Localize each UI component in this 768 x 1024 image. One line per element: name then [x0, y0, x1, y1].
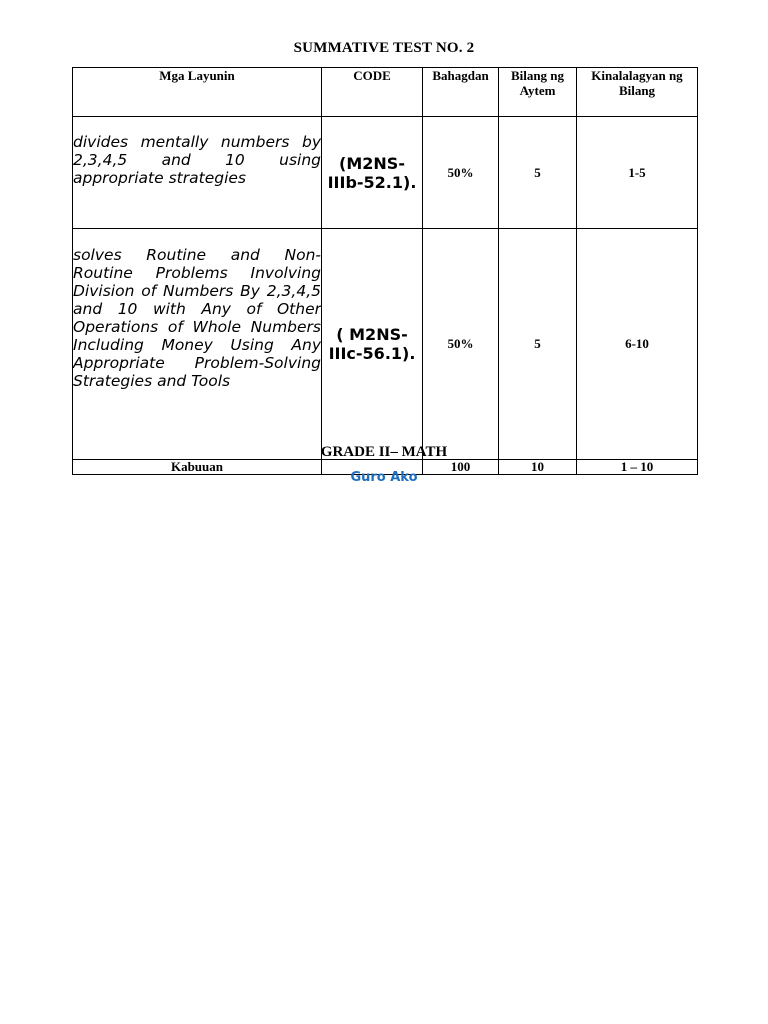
percent-cell: 50% — [423, 229, 499, 460]
header-item-placement: Kinalalagyan ng Bilang — [577, 68, 698, 117]
subject-heading: GRADE II– MATH — [320, 444, 448, 460]
code-cell: (M2NS-IIIb-52.1). — [322, 117, 423, 229]
table-row — [73, 229, 698, 460]
code-cell: ( M2NS-IIIc-56.1). — [322, 229, 423, 460]
objective-cell: solves Routine and Non-Routine Problems Involving Division of Numbers By 2,3,4,5 and 10 with Any of Other Operations of Whole Numbers Including Money Using Any Appropriate Problem-Solving Strategies and Tools — [73, 229, 322, 460]
header-percentage: Bahagdan — [423, 68, 499, 117]
header-objectives: Mga Layunin — [73, 68, 322, 117]
total-label: Kabuuan — [73, 460, 322, 475]
placement-cell: 6-10 — [577, 229, 698, 460]
placement-cell: 1-5 — [577, 117, 698, 229]
total-items: 10 — [499, 460, 577, 475]
items-cell: 5 — [499, 117, 577, 229]
percent-cell: 50% — [423, 117, 499, 229]
header-item-count: Bilang ng Aytem — [499, 68, 577, 117]
objective-cell: divides mentally numbers by 2,3,4,5 and 10 using appropriate strategies — [73, 117, 322, 229]
header-code: CODE — [322, 68, 423, 117]
table-header-row — [73, 68, 698, 117]
total-percent: 100 — [423, 460, 499, 475]
items-cell: 5 — [499, 229, 577, 460]
author-name: Guro Ako — [350, 470, 418, 485]
table-row — [73, 117, 698, 229]
document-title: SUMMATIVE TEST NO. 2 — [293, 40, 475, 56]
specification-table — [72, 67, 698, 475]
total-placement: 1 – 10 — [577, 460, 698, 475]
